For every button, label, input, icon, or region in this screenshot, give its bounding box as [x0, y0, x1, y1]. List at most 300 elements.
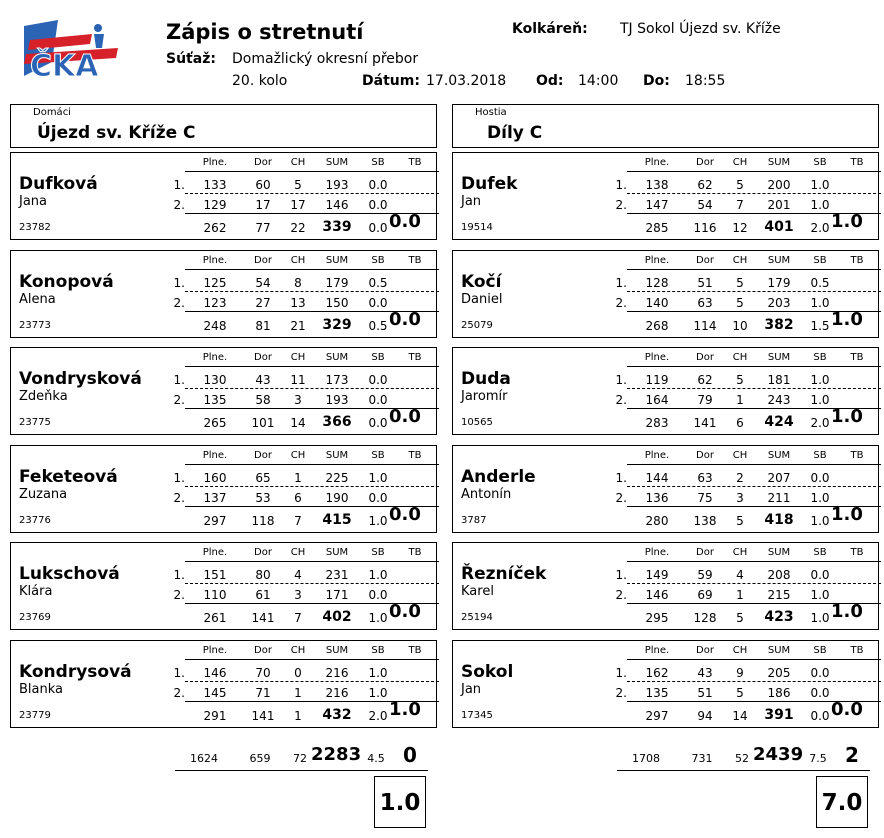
home-label: Domáci [33, 107, 71, 118]
game-plne: 129 [203, 198, 227, 212]
away-team-total-sb: 7.5 [809, 752, 827, 765]
game-plne: 130 [203, 373, 227, 387]
game-number: 2. [615, 490, 627, 505]
game-sb: 1.0 [810, 295, 830, 310]
player-first-name: Zdeňka [19, 389, 68, 404]
competition-label: Súťaž: [166, 51, 216, 67]
col-header-tb: TB [408, 254, 422, 266]
home-player-card [10, 640, 437, 728]
game-dor: 51 [697, 685, 713, 700]
game-sum: 243 [767, 393, 791, 407]
game-dor: 51 [697, 275, 713, 290]
game-sb: 0.0 [368, 490, 388, 505]
game-dor: 54 [255, 275, 271, 290]
player-total-dor: 81 [255, 318, 271, 333]
row-divider [627, 291, 881, 292]
player-total-sum: 418 [764, 511, 794, 528]
game-sum: 173 [325, 373, 349, 387]
col-header-sb: SB [813, 547, 827, 558]
player-id: 23773 [19, 319, 51, 331]
game-ch: 13 [290, 295, 306, 310]
row-divider [185, 464, 439, 465]
col-header-plne: Plne. [202, 547, 228, 558]
game-number: 1. [615, 178, 627, 192]
player-first-name: Jana [19, 194, 48, 209]
game-sum: 193 [325, 178, 349, 192]
game-ch: 2 [736, 470, 744, 485]
home-player-card [10, 445, 437, 533]
player-tb: 1.0 [831, 211, 863, 232]
row-divider [627, 366, 881, 367]
player-total-dor: 77 [255, 221, 271, 235]
game-number: 1. [173, 470, 185, 485]
game-plne: 147 [645, 198, 669, 212]
game-ch: 3 [294, 393, 302, 407]
col-header-sb: SB [813, 644, 827, 656]
game-plne: 164 [645, 393, 669, 407]
game-dor: 71 [255, 685, 271, 700]
player-total-ch: 22 [290, 221, 306, 235]
game-dor: 61 [255, 588, 271, 602]
round-value: 20. kolo [232, 73, 288, 89]
player-total-sb: 2.0 [810, 416, 830, 430]
col-header-ch: CH [732, 254, 748, 266]
col-header-plne: Plne. [644, 644, 670, 656]
game-sb: 0.0 [368, 393, 388, 407]
home-final-score: 1.0 [374, 776, 426, 828]
game-dor: 79 [697, 393, 713, 407]
player-total-sb: 2.0 [810, 221, 830, 235]
game-sb: 0.0 [368, 588, 388, 602]
player-total-dor: 118 [251, 513, 275, 528]
game-plne: 110 [203, 588, 227, 602]
col-header-sb: SB [371, 157, 385, 168]
player-last-name: Feketeová [19, 466, 118, 487]
cka-logo [22, 18, 122, 84]
game-ch: 8 [294, 275, 302, 290]
col-header-tb: TB [408, 547, 422, 558]
player-tb: 0.0 [389, 308, 421, 330]
game-plne: 160 [203, 470, 227, 485]
player-total-ch: 21 [290, 318, 306, 333]
player-total-sb: 0.0 [368, 221, 388, 235]
player-total-plne: 262 [203, 221, 227, 235]
player-tb: 0.0 [389, 601, 421, 622]
game-number: 1. [173, 568, 185, 582]
col-header-sum: SUM [325, 352, 349, 363]
logo-text: ČKA [30, 49, 99, 84]
game-dor: 70 [255, 665, 271, 680]
player-tb: 1.0 [831, 406, 863, 427]
venue-label: Kolkáreň: [512, 21, 588, 37]
row-divider [185, 269, 439, 270]
game-plne: 119 [645, 373, 669, 387]
game-sum: 225 [325, 470, 349, 485]
row-divider [185, 388, 439, 389]
away-player-card [452, 152, 879, 240]
game-dor: 75 [697, 490, 713, 505]
player-total-sb: 1.0 [810, 611, 830, 625]
home-player-card [10, 152, 437, 240]
player-last-name: Lukschová [19, 564, 120, 584]
game-ch: 4 [736, 568, 744, 582]
col-header-sb: SB [371, 644, 385, 656]
game-sb: 0.0 [810, 665, 830, 680]
game-ch: 4 [294, 568, 302, 582]
col-header-sb: SB [371, 547, 385, 558]
competition-value: Domažlický okresní přebor [232, 51, 419, 67]
game-number: 1. [615, 373, 627, 387]
col-header-ch: CH [290, 547, 306, 558]
game-plne: 128 [645, 275, 669, 290]
player-last-name: Řezníček [461, 564, 547, 584]
away-team-total-dor: 731 [691, 752, 713, 765]
game-sum: 179 [325, 275, 349, 290]
game-number: 2. [173, 393, 185, 407]
game-sb: 1.0 [368, 685, 388, 700]
game-sum: 205 [767, 665, 791, 680]
player-tb: 0.0 [831, 698, 863, 720]
game-sum: 216 [325, 665, 349, 680]
home-team-total-dor: 659 [249, 752, 271, 765]
col-header-ch: CH [290, 157, 306, 168]
player-first-name: Jan [461, 681, 482, 697]
game-plne: 146 [203, 665, 227, 680]
col-header-sum: SUM [767, 254, 791, 266]
row-divider [627, 269, 881, 270]
player-total-plne: 280 [645, 513, 669, 528]
row-divider [185, 486, 439, 487]
away-player-card [452, 445, 879, 533]
date-label: Dátum: [362, 73, 420, 89]
col-header-dor: Dor [696, 449, 714, 461]
game-number: 2. [615, 588, 627, 602]
player-total-plne: 265 [203, 416, 227, 430]
game-plne: 136 [645, 490, 669, 505]
col-header-ch: CH [732, 157, 748, 168]
player-first-name: Karel [461, 584, 494, 599]
home-player-card [10, 347, 437, 435]
col-header-plne: Plne. [644, 449, 670, 461]
col-header-plne: Plne. [644, 254, 670, 266]
col-header-sum: SUM [767, 157, 791, 168]
game-sb: 1.0 [810, 393, 830, 407]
game-sum: 171 [325, 588, 349, 602]
player-total-sb: 1.5 [810, 318, 830, 333]
game-sum: 207 [767, 470, 791, 485]
game-sb: 1.0 [810, 588, 830, 602]
col-header-tb: TB [850, 157, 864, 168]
player-total-ch: 7 [294, 513, 302, 528]
player-total-ch: 14 [290, 416, 306, 430]
row-divider [627, 171, 881, 172]
home-team-total-sb: 4.5 [367, 752, 385, 765]
col-header-sb: SB [371, 352, 385, 363]
game-number: 2. [173, 198, 185, 212]
game-plne: 149 [645, 568, 669, 582]
player-id: 23779 [19, 709, 51, 721]
player-total-ch: 10 [732, 318, 748, 333]
away-label: Hostia [475, 107, 507, 118]
game-sb: 1.0 [810, 198, 830, 212]
game-ch: 7 [736, 198, 744, 212]
col-header-dor: Dor [696, 157, 714, 168]
player-total-sum: 391 [764, 706, 794, 723]
col-header-ch: CH [290, 254, 306, 266]
game-plne: 133 [203, 178, 227, 192]
away-final-score: 7.0 [816, 776, 868, 828]
col-header-ch: CH [290, 352, 306, 363]
game-plne: 151 [203, 568, 227, 582]
home-team-total-sum: 2283 [311, 744, 362, 765]
player-total-sb: 0.0 [368, 416, 388, 430]
game-plne: 162 [645, 665, 669, 680]
row-divider [627, 681, 881, 682]
col-header-plne: Plne. [202, 157, 228, 168]
game-sb: 1.0 [368, 665, 388, 680]
game-number: 2. [173, 295, 185, 310]
game-number: 2. [173, 685, 185, 700]
game-sum: 201 [767, 198, 791, 212]
col-header-tb: TB [850, 644, 864, 656]
player-first-name: Klára [19, 584, 53, 599]
game-sum: 190 [325, 490, 349, 505]
game-number: 1. [173, 178, 185, 192]
col-header-tb: TB [408, 644, 422, 656]
player-first-name: Blanka [19, 681, 64, 697]
row-divider [185, 193, 439, 194]
away-team-box [452, 104, 879, 148]
col-header-tb: TB [850, 449, 864, 461]
player-tb: 1.0 [831, 308, 863, 330]
player-total-sb: 1.0 [368, 513, 388, 528]
game-sum: 216 [325, 685, 349, 700]
game-ch: 1 [736, 393, 744, 407]
game-sb: 0.5 [810, 275, 830, 290]
col-header-dor: Dor [696, 254, 714, 266]
game-ch: 1 [294, 470, 302, 485]
col-header-dor: Dor [696, 547, 714, 558]
game-number: 2. [615, 198, 627, 212]
col-header-sum: SUM [767, 352, 791, 363]
home-team-total-ch: 72 [293, 752, 307, 765]
player-id: 25079 [461, 319, 493, 331]
row-divider [627, 193, 881, 194]
row-divider [627, 486, 881, 487]
player-total-plne: 268 [645, 318, 669, 333]
game-dor: 59 [697, 568, 713, 582]
player-total-plne: 291 [203, 708, 227, 723]
player-total-sb: 1.0 [810, 513, 830, 528]
game-dor: 54 [697, 198, 713, 212]
game-number: 2. [173, 588, 185, 602]
game-sum: 231 [325, 568, 349, 582]
col-header-sb: SB [813, 352, 827, 363]
game-dor: 17 [255, 198, 271, 212]
game-ch: 11 [290, 373, 306, 387]
game-sb: 1.0 [810, 178, 830, 192]
col-header-sum: SUM [325, 157, 349, 168]
col-header-sb: SB [813, 157, 827, 168]
game-sum: 179 [767, 275, 791, 290]
game-sb: 1.0 [368, 568, 388, 582]
game-dor: 58 [255, 393, 271, 407]
row-divider [185, 681, 439, 682]
away-player-card [452, 542, 879, 630]
player-total-sum: 432 [322, 706, 352, 723]
away-team-total-tb: 2 [845, 743, 859, 767]
away-team-total-ch: 52 [735, 752, 749, 765]
col-header-ch: CH [732, 449, 748, 461]
col-header-ch: CH [290, 449, 306, 461]
player-total-dor: 128 [693, 611, 717, 625]
player-last-name: Kondrysová [19, 661, 132, 682]
player-last-name: Konopová [19, 271, 114, 292]
game-dor: 63 [697, 470, 713, 485]
game-ch: 1 [294, 685, 302, 700]
game-ch: 6 [294, 490, 302, 505]
date-value: 17.03.2018 [426, 73, 507, 89]
game-sb: 0.0 [368, 295, 388, 310]
col-header-dor: Dor [254, 254, 272, 266]
game-ch: 5 [294, 178, 302, 192]
col-header-dor: Dor [696, 644, 714, 656]
game-sb: 0.0 [810, 685, 830, 700]
end-time-label: Do: [643, 73, 670, 89]
col-header-dor: Dor [254, 449, 272, 461]
game-plne: 135 [203, 393, 227, 407]
game-ch: 5 [736, 373, 744, 387]
game-sb: 0.5 [368, 275, 388, 290]
player-total-dor: 101 [251, 416, 275, 430]
game-sb: 1.0 [810, 490, 830, 505]
player-tb: 0.0 [389, 503, 421, 525]
player-total-ch: 14 [732, 708, 748, 723]
game-number: 2. [615, 393, 627, 407]
game-sum: 208 [767, 568, 791, 582]
col-header-plne: Plne. [202, 449, 228, 461]
game-sb: 1.0 [810, 373, 830, 387]
row-divider [185, 366, 439, 367]
player-total-plne: 295 [645, 611, 669, 625]
player-total-ch: 12 [732, 221, 748, 235]
row-divider [627, 583, 881, 584]
player-tb: 0.0 [389, 211, 421, 232]
player-last-name: Kočí [461, 271, 502, 292]
game-dor: 43 [697, 665, 713, 680]
player-total-sum: 329 [322, 316, 352, 333]
game-dor: 62 [697, 178, 713, 192]
col-header-dor: Dor [254, 352, 272, 363]
game-sum: 211 [767, 490, 791, 505]
game-dor: 80 [255, 568, 271, 582]
player-total-sb: 0.0 [810, 708, 830, 723]
end-time-value: 18:55 [685, 73, 726, 89]
player-tb: 1.0 [831, 601, 863, 622]
game-plne: 137 [203, 490, 227, 505]
game-sb: 1.0 [368, 470, 388, 485]
player-total-dor: 114 [693, 318, 717, 333]
game-ch: 5 [736, 295, 744, 310]
game-sum: 150 [325, 295, 349, 310]
col-header-ch: CH [732, 547, 748, 558]
player-id: 10565 [461, 417, 493, 428]
player-id: 23782 [19, 222, 51, 233]
player-total-dor: 94 [697, 708, 713, 723]
col-header-plne: Plne. [202, 254, 228, 266]
game-sum: 203 [767, 295, 791, 310]
player-tb: 0.0 [389, 406, 421, 427]
player-total-sum: 382 [764, 316, 794, 333]
venue-value: TJ Sokol Újezd sv. Kříže [620, 21, 781, 37]
player-total-ch: 5 [736, 611, 744, 625]
away-player-card [452, 640, 879, 728]
col-header-plne: Plne. [644, 547, 670, 558]
away-team-name: Díly C [487, 123, 543, 143]
game-plne: 135 [645, 685, 669, 700]
player-total-dor: 141 [251, 708, 275, 723]
game-dor: 63 [697, 295, 713, 310]
home-team-total-plne: 1624 [190, 752, 218, 765]
game-dor: 53 [255, 490, 271, 505]
player-first-name: Jan [461, 194, 482, 209]
player-tb: 1.0 [831, 503, 863, 525]
row-divider [627, 659, 881, 660]
player-total-plne: 297 [645, 708, 669, 723]
col-header-tb: TB [408, 352, 422, 363]
player-id: 17345 [461, 709, 493, 721]
game-ch: 3 [294, 588, 302, 602]
col-header-sum: SUM [767, 547, 791, 558]
col-header-sum: SUM [325, 449, 349, 461]
player-last-name: Anderle [461, 466, 536, 487]
player-last-name: Vondrysková [19, 369, 142, 389]
player-total-sum: 415 [322, 511, 352, 528]
game-sb: 0.0 [368, 178, 388, 192]
player-total-sum: 366 [322, 414, 352, 430]
game-sb: 0.0 [368, 373, 388, 387]
game-number: 2. [615, 295, 627, 310]
game-ch: 0 [294, 665, 302, 680]
player-total-sb: 0.5 [368, 318, 388, 333]
col-header-sb: SB [813, 449, 827, 461]
game-dor: 60 [255, 178, 271, 192]
game-number: 1. [173, 665, 185, 680]
player-total-ch: 1 [294, 708, 302, 723]
player-last-name: Sokol [461, 661, 514, 682]
game-sum: 186 [767, 685, 791, 700]
col-header-sum: SUM [325, 547, 349, 558]
game-sum: 146 [325, 198, 349, 212]
home-player-card [10, 542, 437, 630]
game-dor: 43 [255, 373, 271, 387]
player-total-ch: 7 [294, 611, 302, 625]
player-total-dor: 141 [251, 611, 275, 625]
away-team-total-sum: 2439 [753, 744, 804, 765]
game-sb: 0.0 [810, 470, 830, 485]
player-last-name: Dufková [19, 174, 98, 194]
col-header-tb: TB [850, 352, 864, 363]
page-title: Zápis o stretnutí [166, 20, 364, 44]
player-id: 23776 [19, 514, 51, 526]
game-ch: 5 [736, 178, 744, 192]
col-header-plne: Plne. [644, 352, 670, 363]
row-divider [185, 583, 439, 584]
game-number: 1. [615, 275, 627, 290]
game-number: 1. [615, 568, 627, 582]
player-total-sb: 2.0 [368, 708, 388, 723]
game-sb: 0.0 [368, 198, 388, 212]
